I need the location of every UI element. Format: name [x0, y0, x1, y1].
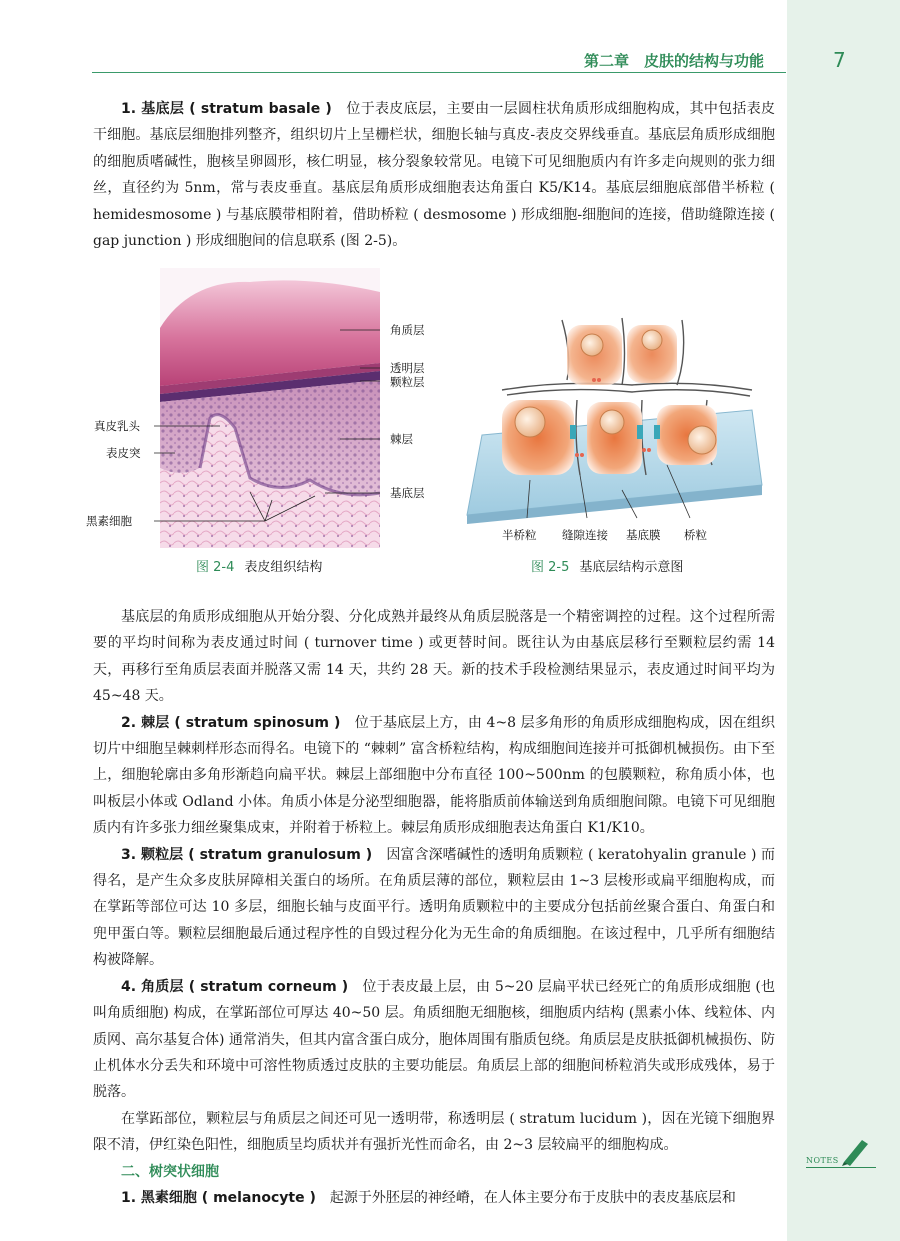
figure-2-5-number: 图 2-5	[531, 560, 570, 575]
para6-body: 在掌跖部位，颗粒层与角质层之间还可见一透明带，称透明层 ( stratum lucidum )，因在光镜下细胞界限不清，伊红染色阳性，细胞质呈均质状并有强折光性而命名，由 2~3 层较扁平的细胞构成。	[93, 1110, 775, 1154]
lower-text	[93, 604, 775, 1211]
figure-2-4-leaders	[90, 260, 400, 540]
caption-figure-2-5	[531, 556, 683, 575]
paragraph-basal-layer	[93, 96, 775, 254]
para2-body: 基底层的角质形成细胞从开始分裂、分化成熟并最终从角质层脱落是一个精密调控的过程。这个过程所需要的平均时间称为表皮通过时间 ( turnover time ) 或更替时间。既往认为由基底层移行至颗粒层约需 14 天，再移行至角质层表面并脱落又需 14 天，共约 28 天。新的技术手段检测结果显示，表皮通过时间平均为 45~48 天。	[93, 609, 775, 705]
chapter-title: 第二章 皮肤的结构与功能	[583, 52, 764, 70]
page-number: 7	[833, 48, 846, 72]
label-basal: 基底层	[390, 486, 425, 500]
label-granular: 颗粒层	[390, 375, 425, 389]
label-papilla: 真皮乳头	[94, 419, 140, 433]
figure-2-5-title: 基底层结构示意图	[579, 560, 684, 575]
paragraph-melanocyte	[93, 1185, 775, 1211]
para7-body: 起源于外胚层的神经嵴，在人体主要分布于皮肤中的表皮基底层和	[329, 1189, 736, 1206]
pen-icon	[840, 1136, 872, 1166]
paragraph-spinous-layer	[93, 710, 775, 842]
para3-body: 位于基底层上方，由 4~8 层多角形的角质形成细胞构成，因在组织切片中细胞呈棘刺样形态而得名。电镜下的 “棘刺” 富含桥粒结构，构成细胞间连接并可抵御机械损伤。由下至上，细胞轮廓由多角形渐趋向扁平状。棘层上部细胞中分布直径 100~500nm 的包膜颗粒，称角质小体，也叫板层小体或 Odland 小体。角质小体是分泌型细胞器，能将脂质前体输送到角质细胞间隙。电镜下可见细胞质内有许多张力细丝聚集成束，并附着于桥粒上。棘层角质形成细胞表达角蛋白 K1/K10。	[93, 714, 775, 837]
para1-body: 位于表皮底层，主要由一层圆柱状角质形成细胞构成，其中包括表皮干细胞。基底层细胞排列整齐，组织切片上呈栅栏状，细胞长轴与真皮-表皮交界线垂直。基底层角质形成细胞的细胞质嗜碱性，胞核呈卵圆形，核仁明显，核分裂象较常见。电镜下可见细胞质内有许多走向规则的张力细丝，直径约为 5nm，常与表皮垂直。基底层角质形成细胞表达角蛋白 K5/K14。基底层细胞底部借半桥粒 ( hemidesmosome ) 与基底膜带相附着，借助桥粒 ( desmosome ) 形成细胞-细胞间的连接，借助缝隙连接 ( gap junction ) 形成细胞间的信息联系 (图 2-5)。	[93, 101, 776, 250]
paragraph-cornified-layer	[93, 974, 775, 1106]
label-rete: 表皮突	[106, 446, 141, 460]
label-gap-junction: 缝隙连接	[562, 528, 608, 542]
subheading-cornified: 4. 角质层 ( stratum corneum )	[121, 978, 349, 995]
caption-figure-2-4	[196, 556, 322, 575]
figure-2-4-title: 表皮组织结构	[244, 560, 323, 575]
label-melanocyte: 黑素细胞	[86, 514, 132, 528]
basal-schematic-image	[462, 300, 772, 525]
subheading-melanocyte: 1. 黑素细胞 ( melanocyte )	[121, 1189, 316, 1206]
label-lucidum: 透明层	[390, 361, 425, 375]
label-cornified: 角质层	[390, 323, 425, 337]
notes-underline	[806, 1167, 876, 1168]
subheading-spinous: 2. 棘层 ( stratum spinosum )	[121, 714, 341, 731]
label-desmosome: 桥粒	[684, 528, 707, 542]
figure-2-4-number: 图 2-4	[196, 560, 235, 575]
label-basement-membrane: 基底膜	[626, 528, 661, 542]
para5-body: 位于表皮最上层，由 5~20 层扁平状已经死亡的角质形成细胞 (也叫角质细胞) 构成，在掌跖部位可厚达 40~50 层。角质细胞无细胞核，细胞质内结构 (黑素小体、线粒体、内质网、高尔基复合体) 通常消失，但其内富含蛋白成分，胞体周围有脂质包绕。角质层是皮肤抵御机械损伤、防止机体水分丢失和环境中可溶性物质透过皮肤的主要功能层。角质层上部的细胞间桥粒消失或形成残体，易于脱落。	[93, 978, 775, 1101]
label-hemidesmosome: 半桥粒	[502, 528, 537, 542]
section-heading-dendritic: 二、树突状细胞	[121, 1163, 219, 1180]
paragraph-lucidum	[93, 1106, 775, 1159]
notes-mark	[806, 1136, 876, 1172]
subheading-granular: 3. 颗粒层 ( stratum granulosum )	[121, 846, 373, 863]
notes-label: NOTES	[806, 1156, 839, 1165]
paragraph-turnover	[93, 604, 775, 710]
margin-bar	[787, 0, 900, 1241]
subheading-basal: 1. 基底层 ( stratum basale )	[121, 101, 332, 117]
label-spinous: 棘层	[390, 432, 413, 446]
para4-body: 因富含深嗜碱性的透明角质颗粒 ( keratohyalin granule ) 而得名，是产生众多皮肤屏障相关蛋白的场所。在角质层薄的部位，颗粒层由 1~3 层梭形或扁平细胞构成，而在掌跖等部位可达 10 多层，细胞长轴与皮面平行。透明角质颗粒中的主要成分包括前丝聚合蛋白、角蛋白和兜甲蛋白等。颗粒层细胞最后通过程序性的自毁过程分化为无生命的角质细胞。在该过程中，几乎所有细胞结构被降解。	[93, 846, 775, 969]
paragraph-granular-layer	[93, 842, 775, 974]
running-header	[92, 46, 786, 73]
